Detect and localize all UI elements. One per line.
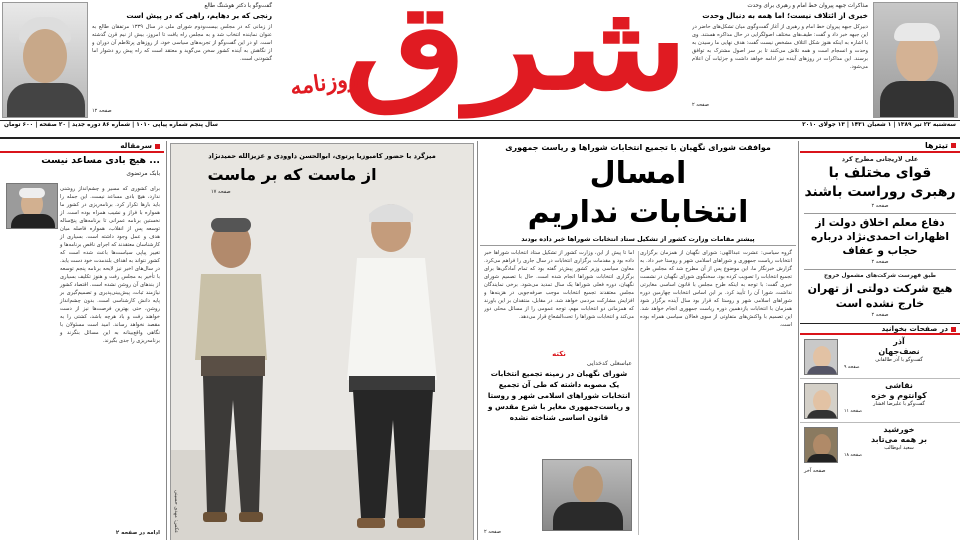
headline-2-title: دفاع معلم اخلاق دولت از اظهارات احمدی‌نژاد درباره حجاب و عفاف — [810, 217, 949, 257]
inside-item-3[interactable] — [800, 423, 960, 467]
note-author-photo — [542, 459, 632, 531]
left-teaser-page: صفحه ۱۲ — [92, 108, 112, 114]
date-right: سه‌شنبه ۲۲ تیر ۱۳۸۹ | ۱ شعبان ۱۴۳۱ | ۱۳ جولای ۲۰۱۰ — [802, 122, 956, 128]
left-column-divider — [166, 141, 167, 540]
right-teaser-page: صفحه ۲ — [692, 102, 709, 108]
lead-title-line2: انتخابات نداریم — [527, 195, 749, 230]
masthead-logo — [276, 0, 689, 118]
masthead-rule — [0, 137, 960, 139]
masthead — [0, 0, 960, 130]
photo-two-men — [171, 200, 473, 540]
headline-1[interactable] — [800, 153, 960, 211]
photo-story-title: از ماست که بر ماست — [207, 165, 377, 184]
inside-item-1-author: گفت‌وگو با آذر طالقانی — [875, 357, 923, 363]
left-teaser-title: رنجی که بر دهایم، راهی که در پیش است — [126, 11, 272, 20]
inside-item-1[interactable] — [800, 335, 960, 379]
headline-2[interactable] — [800, 216, 960, 267]
right-teaser-body: دبیرکل جبهه پیروان خط امام و رهبری از آغاز گفت‌وگوی میان تشکل‌های حاضر در این جبهه خبر داد و گفت: طیف‌های مختلف اصولگرایی در حال مذاکره هستند. وی با اشاره به اینکه هنوز شکل ائتلاف مشخص نیست گفت: هدف نهایی ما رسیدن به وحدت و انسجام است و همه تلاش می‌کنند تا بر سر اصول مشترک به توافق برسند. این مذاکرات در روزهای آینده نیز ادامه خواهد داشت و جزئیات آن اعلام می‌شود. — [692, 24, 868, 70]
note-author: عباسعلی کدخدایی — [586, 360, 632, 367]
inside-bullet — [951, 327, 956, 332]
logo-prefix: روزنامه — [288, 65, 360, 101]
lead-divider — [477, 141, 478, 540]
inside-item-2[interactable] — [800, 379, 960, 423]
lead-body-b: اما تا پیش از این، وزارت کشور از تشکیل ستاد انتخابات شوراها خبر داده بود و مقدمات برگزاری انتخابات در سال جاری را فراهم می‌کرد. معاون سیاسی وزیر کشور پیش‌تر گفته بود که تمام آمادگی‌ها برای برگزاری انتخابات شوراها انجام شده است. حال با تصمیم شورای نگهبان، دوره فعلی شوراها یک سال تمدید می‌شود. برخی نمایندگان مجلس معتقدند تجمیع انتخابات موجب صرفه‌جویی در هزینه‌ها و افزایش مشارکت مردمی خواهد شد. در مقابل، منتقدان بر این باورند که همزمانی دو انتخابات مهم، توجه عمومی را از مسائل محلی دور می‌کند و انتخابات شوراها را تحت‌الشعاع قرار می‌دهد. — [484, 250, 634, 320]
headline-3-page: صفحه ۲ — [871, 312, 889, 318]
headline-1-page: صفحه ۲ — [871, 203, 889, 209]
lead-body-a: گروه سیاسی: عشرت عبداللهی: شورای نگهبان از همزمان برگزاری انتخابات ریاست جمهوری و شوراهای اسلامی شهر و روستا خبر داد. به گزارش خبرنگار ما، این موضوع پس از آن مطرح شد که مجلس طرح تجمیع انتخابات را تصویب کرده بود. سخنگوی شورای نگهبان در نشست خبری گفت: با توجه به اینکه طرح مجلس با قانون اساسی مغایرتی نداشت، شورا آن را تأیید کرد. بر این اساس انتخابات چهارمین دوره شوراهای اسلامی شهر و روستا که قرار بود سال آینده برگزار شود همزمان با انتخابات یازدهمین دوره ریاست جمهوری انجام خواهد شد. این تصمیم با واکنش‌های متفاوتی از سوی فعالان سیاسی همراه بوده است. — [640, 250, 792, 328]
right-teaser-title: خبری از ائتلاف نیست؛ اما همه به دنبال وحدت — [702, 11, 868, 20]
inside-item-1-sub: نصف‌جهان — [878, 347, 920, 356]
photo-story-page: صفحه ۱۷ — [211, 189, 231, 195]
inside-item-3-title: خورشید — [883, 425, 915, 434]
inside-item-3-page: صفحه ۱۸ — [844, 453, 863, 458]
left-teaser-kicker: گفت‌وگو با دکتر هوشنگ طالع — [204, 3, 272, 9]
lead-story[interactable] — [480, 141, 796, 540]
inside-item-3-photo — [804, 427, 838, 463]
right-column — [800, 141, 960, 540]
inside-header: در صفحات بخوانید — [800, 323, 960, 335]
right-footer: صفحه آخر — [804, 468, 826, 474]
note-box — [484, 349, 634, 537]
editorial-continue: ادامه در صفحه ۲ — [115, 530, 160, 536]
lead-kicker: موافقت شورای نگهبان با تجمیع انتخابات شوراها و ریاست جمهوری — [505, 143, 771, 152]
lead-col-divider — [638, 251, 639, 535]
note-text: شورای نگهبان در زمینه تجمیع انتخابات یک مصوبه داشته که طی آن تجمیع انتخابات شوراهای اسلامی شهر و روستا و ریاست‌جمهوری مغایر با شرع مقدس و قانون اساسی شناخته نشده — [487, 369, 631, 422]
editorial-title: ... هیچ بادی مساعد نیست — [41, 155, 160, 166]
editorial-body: برای کشوری که مسیر و چشم‌انداز روشنی ندارد، هیچ بادی مساعد نیست. این جمله را باید بارها تکرار کرد. برنامه‌ریزی در کشور ما همواره با فراز و نشیب همراه بوده است. از نخستین برنامه عمرانی تا برنامه‌های پنج‌ساله توسعه پس از انقلاب، همواره فاصله میان هدف و عمل وجود داشته است. بسیاری از کارشناسان معتقدند که اجرای ناقص برنامه‌ها و تغییر پیاپی سیاست‌ها باعث شده است که کشور نتواند به اهداف بلندمدت خود دست یابد. در سال‌های اخیر نیز لایحه برنامه پنجم توسعه با تأخیر به مجلس رفت و هنوز تکلیف بسیاری از بندهای آن روشن نشده است. اقتصاد کشور نیازمند ثبات، پیش‌بینی‌پذیری و تصمیم‌گیری بر پایه دانش کارشناسی است. بدون چشم‌انداز روشن، حتی بهترین فرصت‌ها نیز از دست خواهند رفت و باد هرچه باشد، کشتی را به مقصد نخواهد رساند. امید است مسئولان با نگاهی واقع‌بینانه به این مسائل بنگرند و برنامه‌ریزی را جدی بگیرند. — [60, 186, 160, 344]
right-column-divider — [798, 141, 799, 540]
inside-item-2-author: گفت‌وگو با علیرضا افشار — [873, 401, 925, 407]
inside-item-2-page: صفحه ۱۱ — [844, 409, 863, 414]
divider-1 — [804, 213, 956, 214]
inside-item-1-photo — [804, 339, 838, 375]
divider-2 — [804, 269, 956, 270]
inside-item-3-author: سعید ابوطالب — [884, 445, 914, 451]
photo-story-kicker: میزگرد با حضور کامبوزیا پرتوی، ابوالحسن داوودی و عزیزالله حمیدنژاد — [208, 152, 436, 160]
photo-story[interactable] — [170, 143, 474, 540]
editorial-bullet — [155, 144, 160, 149]
editorial-author: بابک مرتضوی — [126, 170, 160, 177]
left-column[interactable] — [0, 141, 164, 540]
lead-subtitle: پیشتر مقامات وزارت کشور از تشکیل ستاد انتخابات شوراها خبر داده بودند — [480, 233, 796, 246]
headline-3-kicker: طبق فهرست شرکت‌های مشمول خروج — [823, 273, 937, 279]
photo-credit: عکس: مهدی حسینی — [173, 489, 179, 533]
note-header: نکته — [552, 350, 566, 358]
headlines-header: تیترها — [800, 141, 960, 153]
editorial-header: سرمقاله — [0, 141, 164, 153]
inside-item-3-sub: بر همه می‌تابد — [871, 435, 927, 444]
headline-3[interactable] — [800, 272, 960, 320]
logo-text: شرق — [343, 0, 689, 116]
left-teaser-body: از زمانی که در مجلس بیست‌ودوم شورای ملی در سال ۱۳۳۹ مرتفقان طالع به عنوان نماینده انتخاب شد و به مجلس راه یافت تا امروز، بیش از نیم قرن گذشته است. او در این گفت‌وگو از تجربه‌های سیاسی خود، از روزهای پرتلاطم آن دوران و از نگاهش به آینده کشور سخن می‌گوید و معتقد است که راه پیش رو دشوار اما گشودنی است. — [92, 24, 272, 62]
headline-2-page: صفحه ۲ — [871, 259, 889, 265]
date-left: سال پنجم شماره پیاپی ۱۰۱۰ | شماره ۸۶ دوره جدید | ۲۰ صفحه | ۶۰۰ تومان — [4, 122, 218, 128]
headline-1-kicker: علی لاریجانی مطرح کرد — [841, 155, 919, 163]
left-teaser-photo — [2, 2, 88, 118]
left-teaser[interactable] — [92, 2, 272, 118]
inside-item-1-page: صفحه ۹ — [844, 365, 860, 370]
right-teaser-photo — [873, 2, 958, 118]
headline-1-title: قوای مختلف با رهبری روراست باشند — [804, 165, 956, 200]
lead-page: صفحه ۲ — [484, 529, 501, 535]
date-bar — [0, 120, 960, 130]
inside-item-2-photo — [804, 383, 838, 419]
inside-item-2-title: نقاشی — [885, 381, 913, 390]
headline-3-title: هیچ شرکت دولتی از تهران خارج نشده است — [807, 282, 953, 310]
right-teaser-kicker: مذاکرات جبهه پیروان خط امام و رهبری برای وحدت — [747, 3, 868, 9]
inside-item-1-title: آذر — [893, 337, 905, 346]
inside-item-2-sub: کوانتوم و خزه — [871, 391, 927, 400]
headlines-bullet — [951, 143, 956, 148]
lead-title-line1: امسال — [589, 156, 687, 191]
